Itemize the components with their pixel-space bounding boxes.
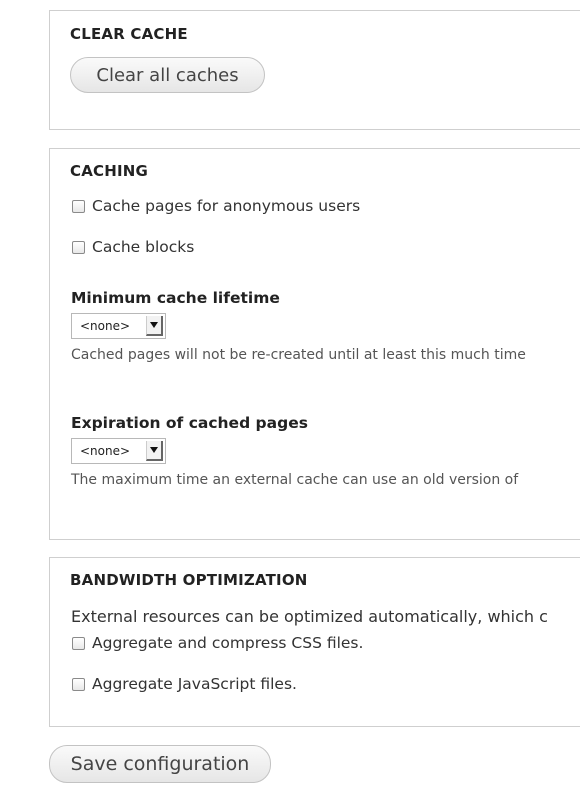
cache-pages-anonymous-option[interactable] bbox=[72, 197, 360, 215]
expiration-cached-pages-value: <none> bbox=[80, 444, 131, 458]
cache-blocks-checkbox[interactable] bbox=[72, 241, 85, 254]
clear-cache-legend: CLEAR CACHE bbox=[70, 25, 188, 43]
minimum-cache-lifetime-label: Minimum cache lifetime bbox=[71, 289, 280, 307]
caching-legend: CACHING bbox=[70, 162, 149, 180]
cache-pages-anonymous-label: Cache pages for anonymous users bbox=[92, 197, 361, 215]
expiration-cached-pages-select[interactable] bbox=[71, 438, 166, 464]
bandwidth-optimization-intro: External resources can be optimized automatically, which c bbox=[71, 607, 548, 626]
save-configuration-button[interactable]: Save configuration bbox=[49, 745, 271, 783]
aggregate-css-label: Aggregate and compress CSS files. bbox=[92, 634, 364, 652]
bandwidth-optimization-legend: BANDWIDTH OPTIMIZATION bbox=[70, 571, 308, 589]
cache-pages-anonymous-checkbox[interactable] bbox=[72, 200, 85, 213]
aggregate-js-checkbox[interactable] bbox=[72, 678, 85, 691]
dropdown-arrow-icon[interactable] bbox=[146, 441, 163, 461]
caching-fieldset bbox=[49, 148, 580, 540]
expiration-cached-pages-description: The maximum time an external cache can use an old version of bbox=[71, 472, 519, 488]
dropdown-arrow-icon[interactable] bbox=[146, 316, 163, 336]
aggregate-js-option[interactable] bbox=[72, 675, 297, 693]
aggregate-css-checkbox[interactable] bbox=[72, 637, 85, 650]
cache-blocks-label: Cache blocks bbox=[92, 238, 195, 256]
aggregate-js-label: Aggregate JavaScript files. bbox=[92, 675, 297, 693]
minimum-cache-lifetime-value: <none> bbox=[80, 319, 131, 333]
clear-all-caches-button[interactable]: Clear all caches bbox=[70, 57, 265, 93]
cache-blocks-option[interactable] bbox=[72, 238, 194, 256]
minimum-cache-lifetime-select[interactable] bbox=[71, 313, 166, 339]
expiration-cached-pages-label: Expiration of cached pages bbox=[71, 414, 308, 432]
minimum-cache-lifetime-description: Cached pages will not be re-created until at least this much time bbox=[71, 347, 526, 363]
bandwidth-optimization-fieldset bbox=[49, 557, 580, 727]
aggregate-css-option[interactable] bbox=[72, 634, 363, 652]
clear-cache-fieldset bbox=[49, 10, 580, 130]
